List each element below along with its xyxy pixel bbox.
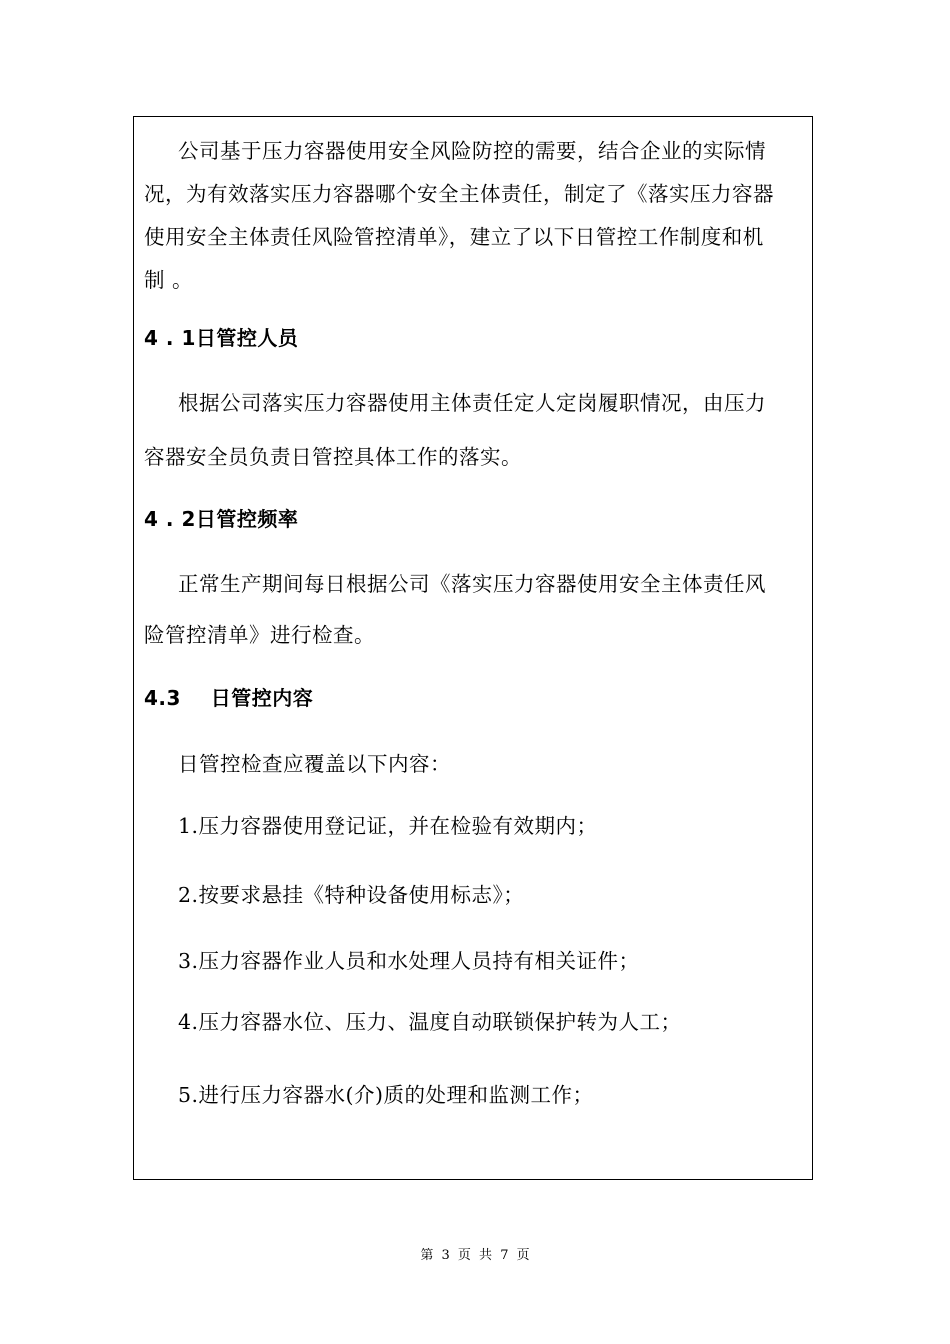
- section-4-2-line-1: 正常生产期间每日根据公司《落实压力容器使用安全主体责任风: [178, 572, 766, 596]
- check-item-2: 2.按要求悬挂《特种设备使用标志》；: [178, 883, 525, 907]
- section-4-3-intro: 日管控检查应覆盖以下内容：: [178, 752, 451, 776]
- intro-paragraph-line-2: 况，为有效落实压力容器哪个安全主体责任，制定了《落实压力容器: [144, 182, 774, 206]
- intro-paragraph-line-1: 公司基于压力容器使用安全风险防控的需要，结合企业的实际情: [178, 139, 766, 163]
- check-item-5: 5.进行压力容器水(介)质的处理和监测工作；: [178, 1083, 594, 1107]
- check-item-4: 4.压力容器水位、压力、温度自动联锁保护转为人工；: [178, 1010, 682, 1034]
- section-4-3-heading: 4.3 日管控内容: [144, 686, 314, 710]
- intro-paragraph-line-4: 制 。: [144, 268, 194, 292]
- check-item-1: 1.压力容器使用登记证，并在检验有效期内；: [178, 814, 598, 838]
- section-4-1-line-2: 容器安全员负责日管控具体工作的落实。: [144, 445, 522, 469]
- section-4-1-heading: 4 . 1日管控人员: [144, 326, 299, 350]
- section-4-2-line-2: 险管控清单》进行检查。: [144, 623, 375, 647]
- intro-paragraph-line-3: 使用安全主体责任风险管控清单》，建立了以下日管控工作制度和机: [144, 225, 764, 249]
- page-number-footer: 第 3 页 共 7 页: [420, 1248, 530, 1263]
- section-4-1-line-1: 根据公司落实压力容器使用主体责任定人定岗履职情况，由压力: [178, 391, 766, 415]
- check-item-3: 3.压力容器作业人员和水处理人员持有相关证件；: [178, 949, 640, 973]
- section-4-2-heading: 4 . 2日管控频率: [144, 507, 299, 531]
